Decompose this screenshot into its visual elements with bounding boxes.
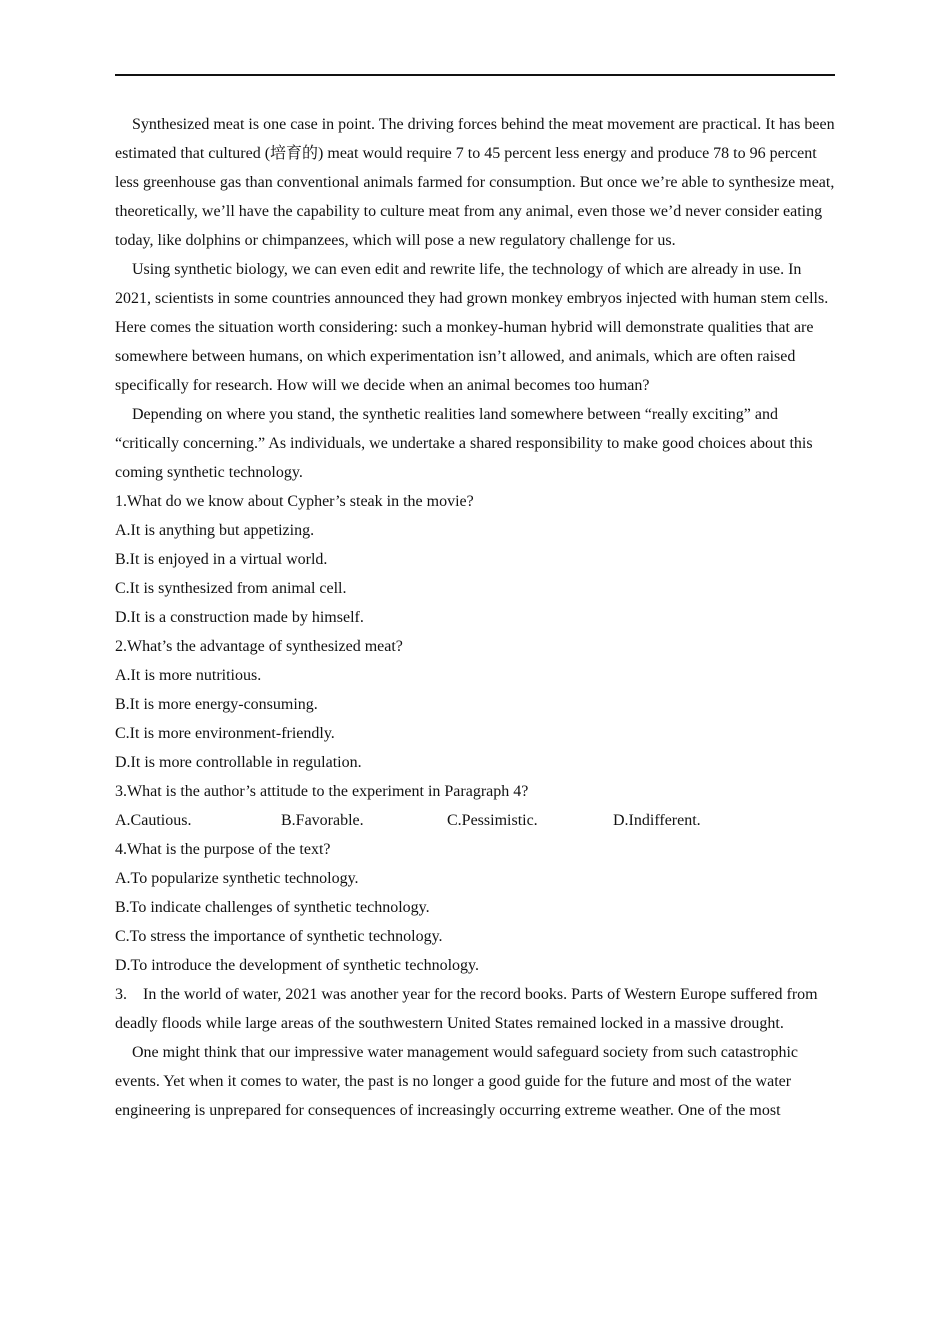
next-passage-paragraph	[115, 980, 837, 1038]
passage-paragraph: Using synthetic biology, we can even edit and rewrite life, the technology of which are already in use. In 2021, scientists in some countries announced they had grown monkey embryos injected with human stem cells. Here comes the situation worth considering: such a monkey-human hybrid will demonstrate qualities that are somewhere between humans, on which experimentation isn’t allowed, and animals, which are often raised specifically for research. How will we decide when an animal becomes too human?	[115, 261, 829, 394]
passage-paragraph: Synthesized meat is one case in point. The driving forces behind the meat movement are practical. It has been estimated that cultured (培育的) meat would require 7 to 45 percent less energy and produce 78 to 96 percent less greenhouse gas than conventional animals farmed for consumption. But once we’re able to synthesize meat, theoretically, we’ll have the capability to culture meat from any animal, even those we’d never consider eating today, like dolphins or chimpanzees, which will pose a new regulatory challenge for us.	[115, 116, 835, 249]
question-option: B.Favorable.	[281, 812, 364, 829]
question-option: D.Indifferent.	[613, 812, 701, 829]
passage-paragraph: Depending on where you stand, the synthetic realities land somewhere between “really exciting” and “critically concerning.” As individuals, we undertake a shared responsibility to make good choices about this coming synthetic technology.	[115, 406, 813, 481]
question-option: B.To indicate challenges of synthetic technology.	[115, 899, 430, 916]
question-option: D.To introduce the development of synthetic technology.	[115, 957, 479, 974]
question-option: C.It is more environment-friendly.	[115, 725, 335, 742]
document-content	[115, 110, 837, 1125]
question-option: A.To popularize synthetic technology.	[115, 870, 359, 887]
passage-text: In the world of water, 2021 was another year for the record books. Parts of Western Europe suffered from deadly floods while large areas of the southwestern United States remained locked in a massive drought.	[115, 986, 818, 1032]
question-stem: 3.What is the author’s attitude to the experiment in Paragraph 4?	[115, 783, 529, 800]
question-options-row	[115, 806, 837, 835]
header-rule	[115, 74, 835, 76]
question-option: B.It is enjoyed in a virtual world.	[115, 551, 328, 568]
question-option: C.To stress the importance of synthetic technology.	[115, 928, 443, 945]
question-stem: 1.What do we know about Cypher’s steak in the movie?	[115, 493, 474, 510]
question-stem: 4.What is the purpose of the text?	[115, 841, 331, 858]
question-option: A.It is more nutritious.	[115, 667, 262, 684]
question-option: A.It is anything but appetizing.	[115, 522, 315, 539]
question-option: D.It is a construction made by himself.	[115, 609, 364, 626]
question-option: D.It is more controllable in regulation.	[115, 754, 362, 771]
passage-number: 3.	[115, 986, 127, 1003]
question-option: C.Pessimistic.	[447, 812, 538, 829]
question-option: A.Cautious.	[115, 812, 192, 829]
next-passage-paragraph: One might think that our impressive water management would safeguard society from such catastrophic events. Yet when it comes to water, the past is no longer a good guide for the future and most of the water engineering is unprepared for consequences of increasingly occurring extreme weather. One of the most	[115, 1044, 799, 1119]
question-stem: 2.What’s the advantage of synthesized meat?	[115, 638, 403, 655]
question-option: B.It is more energy-consuming.	[115, 696, 318, 713]
question-option: C.It is synthesized from animal cell.	[115, 580, 347, 597]
